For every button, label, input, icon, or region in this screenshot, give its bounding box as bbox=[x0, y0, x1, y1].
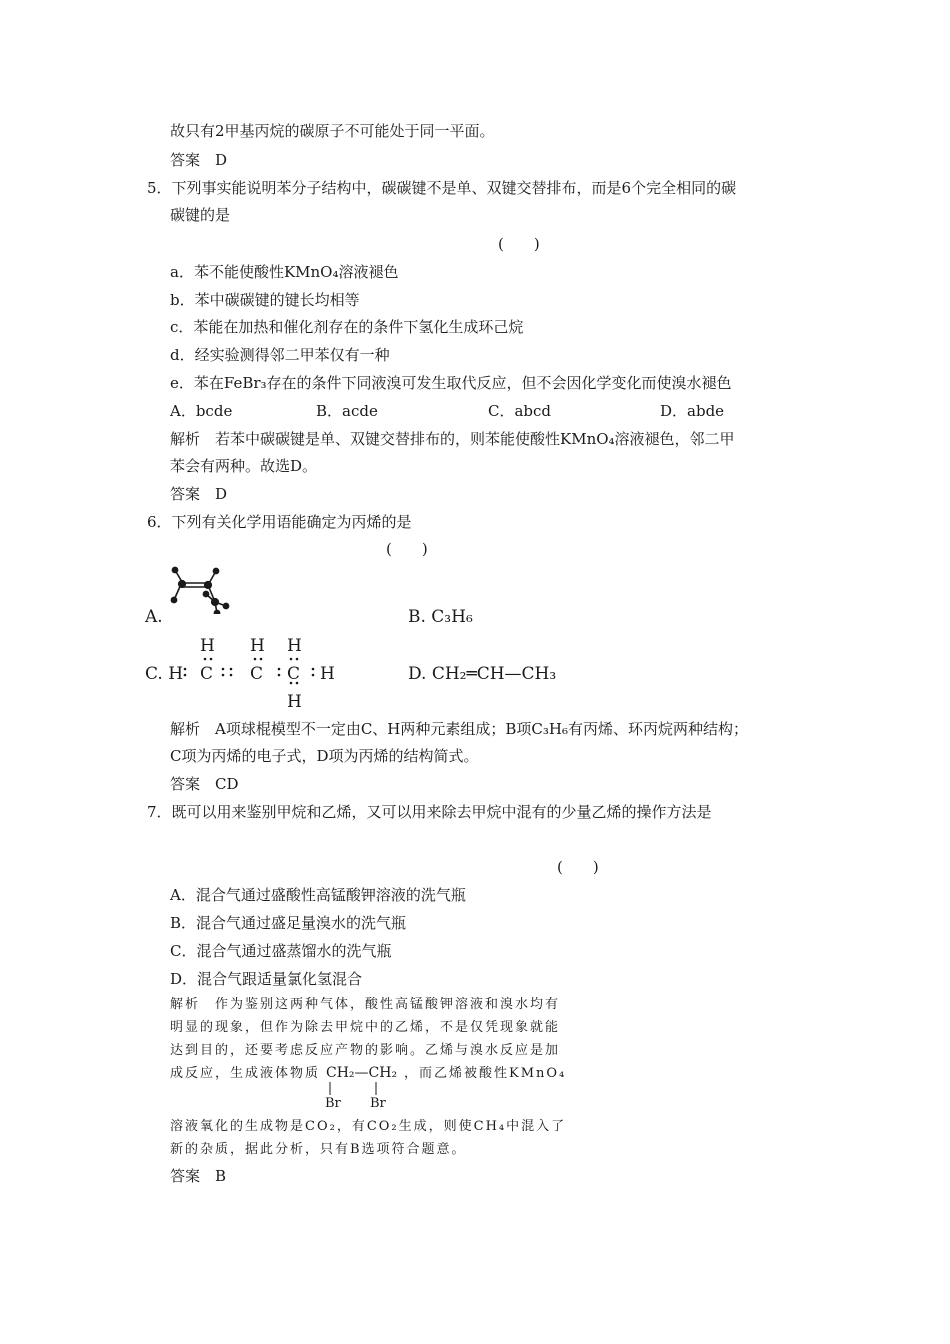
q6-answer: 答案 CD bbox=[170, 775, 239, 793]
h-top-3: H bbox=[287, 636, 302, 656]
q6-option-b: B. C₃H₆ bbox=[408, 607, 473, 627]
q5-analysis-1: 解析 若苯中碳碳键是单、双键交替排布的，则苯能使酸性KMnO₄溶液褪色，邻二甲 bbox=[170, 430, 735, 448]
q7-analysis-5: 溶液氧化的生成物是CO₂，有CO₂生成，则使CH₄中混入了 bbox=[170, 1119, 567, 1134]
h-top-1: H bbox=[200, 636, 215, 656]
q5-bracket: ( ) bbox=[498, 235, 540, 253]
h-bottom: H bbox=[287, 692, 302, 712]
q7-analysis-6: 新的杂质，据此分析，只有B选项符合题意。 bbox=[170, 1142, 467, 1157]
q7-analysis-1: 解析 作为鉴别这两种气体，酸性高锰酸钾溶液和溴水均有 bbox=[170, 997, 561, 1012]
q4-answer: 答案 D bbox=[170, 151, 228, 169]
q6-stem: 6．下列有关化学用语能确定为丙烯的是 bbox=[147, 513, 412, 531]
q6-option-a: A. bbox=[145, 607, 163, 627]
q5-answer: 答案 D bbox=[170, 485, 228, 503]
q5-option-c: C．abcd bbox=[488, 402, 552, 420]
br-left: Br bbox=[325, 1096, 341, 1111]
q5-item-a: a．苯不能使酸性KMnO₄溶液褪色 bbox=[170, 263, 399, 281]
q5-stem-2: 碳键的是 bbox=[170, 206, 231, 224]
dibromoethane-formula: CH₂—CH₂ bbox=[326, 1065, 398, 1081]
intro-line: 故只有2甲基丙烷的碳原子不可能处于同一平面。 bbox=[170, 122, 495, 140]
q5-option-b: B．acde bbox=[316, 402, 378, 420]
br-right: Br bbox=[370, 1096, 386, 1111]
q7-analysis-3: 达到目的，还要考虑反应产物的影响。乙烯与溴水反应是加 bbox=[170, 1043, 561, 1058]
c-atom-2: C bbox=[250, 664, 264, 684]
q7-option-d: D．混合气跟适量氯化氢混合 bbox=[170, 970, 363, 988]
q5-analysis-2: 苯会有两种。故选D。 bbox=[170, 457, 318, 475]
q7-analysis-2: 明显的现象，但作为除去甲烷中的乙烯，不是仅凭现象就能 bbox=[170, 1020, 561, 1035]
q7-stem: 7．既可以用来鉴别甲烷和乙烯，又可以用来除去甲烷中混有的少量乙烯的操作方法是 bbox=[147, 803, 712, 821]
q5-option-d: D．abde bbox=[660, 402, 725, 420]
q6-analysis-2: C项为丙烯的电子式，D项为丙烯的结构简式。 bbox=[170, 747, 479, 765]
q5-item-e: e．苯在FeBr₃存在的条件下同液溴可发生取代反应，但不会因化学变化而使溴水褪色 bbox=[170, 374, 732, 392]
q6-analysis-1: 解析 A项球棍模型不一定由C、H两种元素组成；B项C₃H₆有丙烯、环丙烷两种结构； bbox=[170, 720, 749, 738]
q7-option-c: C．混合气通过盛蒸馏水的洗气瓶 bbox=[170, 942, 392, 960]
q5-item-d: d．经实验测得邻二甲苯仅有一种 bbox=[170, 346, 390, 364]
h-right: H bbox=[320, 664, 335, 684]
q6-option-c-prefix: C. H bbox=[145, 664, 184, 684]
c-atom-3: C bbox=[287, 664, 301, 684]
q5-stem-1: 5．下列事实能说明苯分子结构中，碳碳键不是单、双键交替排布，而是6个完全相同的碳 bbox=[147, 179, 737, 197]
h-top-2: H bbox=[250, 636, 265, 656]
q5-item-b: b．苯中碳碳键的键长均相等 bbox=[170, 291, 360, 309]
q7-option-b: B．混合气通过盛足量溴水的洗气瓶 bbox=[170, 914, 407, 932]
q5-option-a: A．bcde bbox=[170, 402, 233, 420]
q7-answer: 答案 B bbox=[170, 1167, 227, 1185]
ball-stick-model bbox=[168, 566, 238, 614]
q7-option-a: A．混合气通过盛酸性高锰酸钾溶液的洗气瓶 bbox=[170, 886, 466, 904]
q6-bracket: ( ) bbox=[386, 540, 428, 558]
q6-option-d: D. CH₂═CH—CH₃ bbox=[408, 664, 557, 684]
q7-analysis-4b: ，而乙烯被酸性KMnO₄ bbox=[404, 1066, 567, 1081]
q5-item-c: c．苯能在加热和催化剂存在的条件下氢化生成环己烷 bbox=[170, 318, 524, 336]
q7-bracket: ( ) bbox=[557, 858, 599, 876]
c-atom-1: C bbox=[200, 664, 214, 684]
q7-analysis-4: 成反应，生成液体物质 bbox=[170, 1066, 321, 1081]
